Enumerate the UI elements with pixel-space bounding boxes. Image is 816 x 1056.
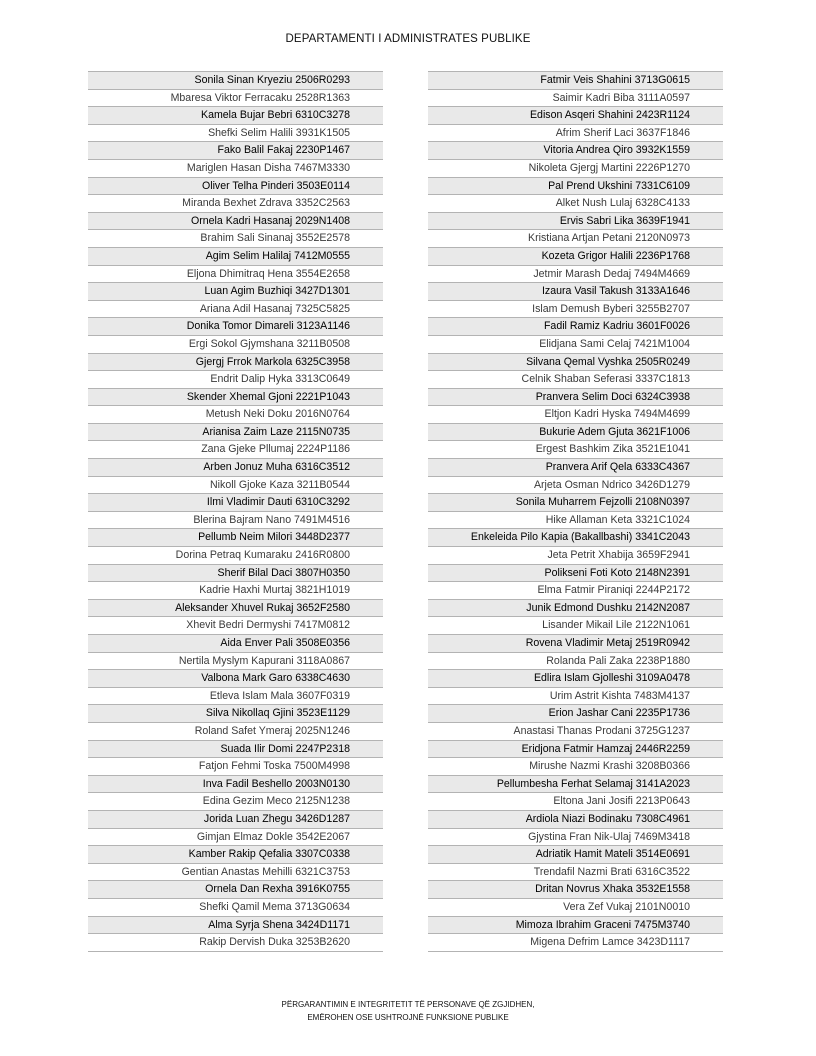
left-name-list: [88, 71, 383, 952]
list-item: Fatmir Veis Shahini 3713G0615: [428, 71, 723, 89]
list-item: Pranvera Selim Doci 6324C3938: [428, 388, 723, 406]
list-item: Oliver Telha Pinderi 3503E0114: [88, 177, 383, 195]
list-item: Luan Agim Buzhiqi 3427D1301: [88, 282, 383, 300]
list-item: Shefki Selim Halili 3931K1505: [88, 124, 383, 142]
list-item: Hike Allaman Keta 3321C1024: [428, 511, 723, 529]
list-item: Ornela Kadri Hasanaj 2029N1408: [88, 212, 383, 230]
list-item: Nikoleta Gjergj Martini 2226P1270: [428, 159, 723, 177]
list-item: Mimoza Ibrahim Graceni 7475M3740: [428, 916, 723, 934]
list-item: Brahim Sali Sinanaj 3552E2578: [88, 229, 383, 247]
list-item: Rolanda Pali Zaka 2238P1880: [428, 652, 723, 670]
list-item: Miranda Bexhet Zdrava 3352C2563: [88, 194, 383, 212]
list-item: Mirushe Nazmi Krashi 3208B0366: [428, 757, 723, 775]
list-item: Etleva Islam Mala 3607F0319: [88, 687, 383, 705]
list-item: Fako Balil Fakaj 2230P1467: [88, 141, 383, 159]
list-item: Vitoria Andrea Qiro 3932K1559: [428, 141, 723, 159]
list-item: Zana Gjeke Pllumaj 2224P1186: [88, 440, 383, 458]
list-item: Pellumb Neim Milori 3448D2377: [88, 528, 383, 546]
list-item: Celnik Shaban Seferasi 3337C1813: [428, 370, 723, 388]
list-item: Alma Syrja Shena 3424D1171: [88, 916, 383, 934]
list-item: Eltona Jani Josifi 2213P0643: [428, 792, 723, 810]
list-item: Elma Fatmir Piraniqi 2244P2172: [428, 581, 723, 599]
list-item: Pellumbesha Ferhat Selamaj 3141A2023: [428, 775, 723, 793]
list-item: Fadil Ramiz Kadriu 3601F0026: [428, 317, 723, 335]
list-item: Inva Fadil Beshello 2003N0130: [88, 775, 383, 793]
list-bottom-rule: [428, 951, 723, 952]
list-item: Kamela Bujar Bebri 6310C3278: [88, 106, 383, 124]
list-item: Lisander Mikail Lile 2122N1061: [428, 616, 723, 634]
list-item: Islam Demush Byberi 3255B2707: [428, 300, 723, 318]
list-item: Eridjona Fatmir Hamzaj 2446R2259: [428, 740, 723, 758]
list-bottom-rule: [88, 951, 383, 952]
list-item: Sonila Muharrem Fejzolli 2108N0397: [428, 493, 723, 511]
list-item: Arben Jonuz Muha 6316C3512: [88, 458, 383, 476]
list-item: Jetmir Marash Dedaj 7494M4669: [428, 265, 723, 283]
list-item: Ergest Bashkim Zika 3521E1041: [428, 440, 723, 458]
list-item: Mbaresa Viktor Ferracaku 2528R1363: [88, 89, 383, 107]
list-item: Jeta Petrit Xhabija 3659F2941: [428, 546, 723, 564]
list-item: Gimjan Elmaz Dokle 3542E2067: [88, 828, 383, 846]
list-item: Ariana Adil Hasanaj 7325C5825: [88, 300, 383, 318]
list-item: Enkeleida Pilo Kapia (Bakallbashi) 3341C2043: [428, 528, 723, 546]
list-item: Ornela Dan Rexha 3916K0755: [88, 880, 383, 898]
footer-line-2: EMËROHEN OSE USHTROJNË FUNKSIONE PUBLIKE: [307, 1013, 509, 1022]
list-item: Dritan Novrus Xhaka 3532E1558: [428, 880, 723, 898]
right-name-list: [428, 71, 723, 952]
list-item: Aleksander Xhuvel Rukaj 3652F2580: [88, 599, 383, 617]
list-item: Anastasi Thanas Prodani 3725G1237: [428, 722, 723, 740]
list-item: Suada Ilir Domi 2247P2318: [88, 740, 383, 758]
list-item: Bukurie Adem Gjuta 3621F1006: [428, 423, 723, 441]
footer-line-1: PËRGARANTIMIN E INTEGRITETIT TË PERSONAVE QË ZGJIDHEN,: [281, 1000, 535, 1009]
list-item: Kristiana Artjan Petani 2120N0973: [428, 229, 723, 247]
list-item: Adriatik Hamit Mateli 3514E0691: [428, 845, 723, 863]
list-item: Migena Defrim Lamce 3423D1117: [428, 933, 723, 951]
list-item: Silvana Qemal Vyshka 2505R0249: [428, 353, 723, 371]
list-item: Gjystina Fran Nik-Ulaj 7469M3418: [428, 828, 723, 846]
list-item: Alket Nush Lulaj 6328C4133: [428, 194, 723, 212]
list-item: Agim Selim Halilaj 7412M0555: [88, 247, 383, 265]
list-item: Eljona Dhimitraq Hena 3554E2658: [88, 265, 383, 283]
list-item: Vera Zef Vukaj 2101N0010: [428, 898, 723, 916]
list-item: Edlira Islam Gjolleshi 3109A0478: [428, 669, 723, 687]
list-item: Rovena Vladimir Metaj 2519R0942: [428, 634, 723, 652]
list-item: Shefki Qamil Mema 3713G0634: [88, 898, 383, 916]
list-item: Mariglen Hasan Disha 7467M3330: [88, 159, 383, 177]
list-item: Gjergj Frrok Markola 6325C3958: [88, 353, 383, 371]
list-item: Jorida Luan Zhegu 3426D1287: [88, 810, 383, 828]
list-item: Rakip Dervish Duka 3253B2620: [88, 933, 383, 951]
list-item: Erion Jashar Cani 2235P1736: [428, 704, 723, 722]
list-item: Xhevit Bedri Dermyshi 7417M0812: [88, 616, 383, 634]
list-item: Izaura Vasil Takush 3133A1646: [428, 282, 723, 300]
list-item: Kadrie Haxhi Murtaj 3821H1019: [88, 581, 383, 599]
list-item: Endrit Dalip Hyka 3313C0649: [88, 370, 383, 388]
list-item: Eltjon Kadri Hyska 7494M4699: [428, 405, 723, 423]
list-item: Ilmi Vladimir Dauti 6310C3292: [88, 493, 383, 511]
list-item: Valbona Mark Garo 6338C4630: [88, 669, 383, 687]
list-item: Skender Xhemal Gjoni 2221P1043: [88, 388, 383, 406]
list-item: Sonila Sinan Kryeziu 2506R0293: [88, 71, 383, 89]
list-item: Kamber Rakip Qefalia 3307C0338: [88, 845, 383, 863]
page-footer: [0, 998, 816, 1024]
list-item: Ardiola Niazi Bodinaku 7308C4961: [428, 810, 723, 828]
list-item: Ergi Sokol Gjymshana 3211B0508: [88, 335, 383, 353]
list-item: Elidjana Sami Celaj 7421M1004: [428, 335, 723, 353]
list-item: Silva Nikollaq Gjini 3523E1129: [88, 704, 383, 722]
list-item: Arianisa Zaim Laze 2115N0735: [88, 423, 383, 441]
list-item: Sherif Bilal Daci 3807H0350: [88, 564, 383, 582]
list-item: Saimir Kadri Biba 3111A0597: [428, 89, 723, 107]
list-item: Nikoll Gjoke Kaza 3211B0544: [88, 476, 383, 494]
list-item: Arjeta Osman Ndrico 3426D1279: [428, 476, 723, 494]
list-item: Trendafil Nazmi Brati 6316C3522: [428, 863, 723, 881]
list-item: Fatjon Fehmi Toska 7500M4998: [88, 757, 383, 775]
list-item: Gentian Anastas Mehilli 6321C3753: [88, 863, 383, 881]
list-item: Urim Astrit Kishta 7483M4137: [428, 687, 723, 705]
list-item: Ervis Sabri Lika 3639F1941: [428, 212, 723, 230]
list-item: Donika Tomor Dimareli 3123A1146: [88, 317, 383, 335]
list-item: Junik Edmond Dushku 2142N2087: [428, 599, 723, 617]
list-item: Roland Safet Ymeraj 2025N1246: [88, 722, 383, 740]
list-item: Afrim Sherif Laci 3637F1846: [428, 124, 723, 142]
list-item: Aida Enver Pali 3508E0356: [88, 634, 383, 652]
list-item: Pal Prend Ukshini 7331C6109: [428, 177, 723, 195]
list-item: Pranvera Arif Qela 6333C4367: [428, 458, 723, 476]
list-item: Blerina Bajram Nano 7491M4516: [88, 511, 383, 529]
list-item: Edison Asqeri Shahini 2423R1124: [428, 106, 723, 124]
list-item: Edina Gezim Meco 2125N1238: [88, 792, 383, 810]
page-title: DEPARTAMENTI I ADMINISTRATES PUBLIKE: [285, 33, 531, 45]
list-item: Polikseni Foti Koto 2148N2391: [428, 564, 723, 582]
list-item: Dorina Petraq Kumaraku 2416R0800: [88, 546, 383, 564]
list-item: Nertila Myslym Kapurani 3118A0867: [88, 652, 383, 670]
list-item: Metush Neki Doku 2016N0764: [88, 405, 383, 423]
list-item: Kozeta Grigor Halili 2236P1768: [428, 247, 723, 265]
